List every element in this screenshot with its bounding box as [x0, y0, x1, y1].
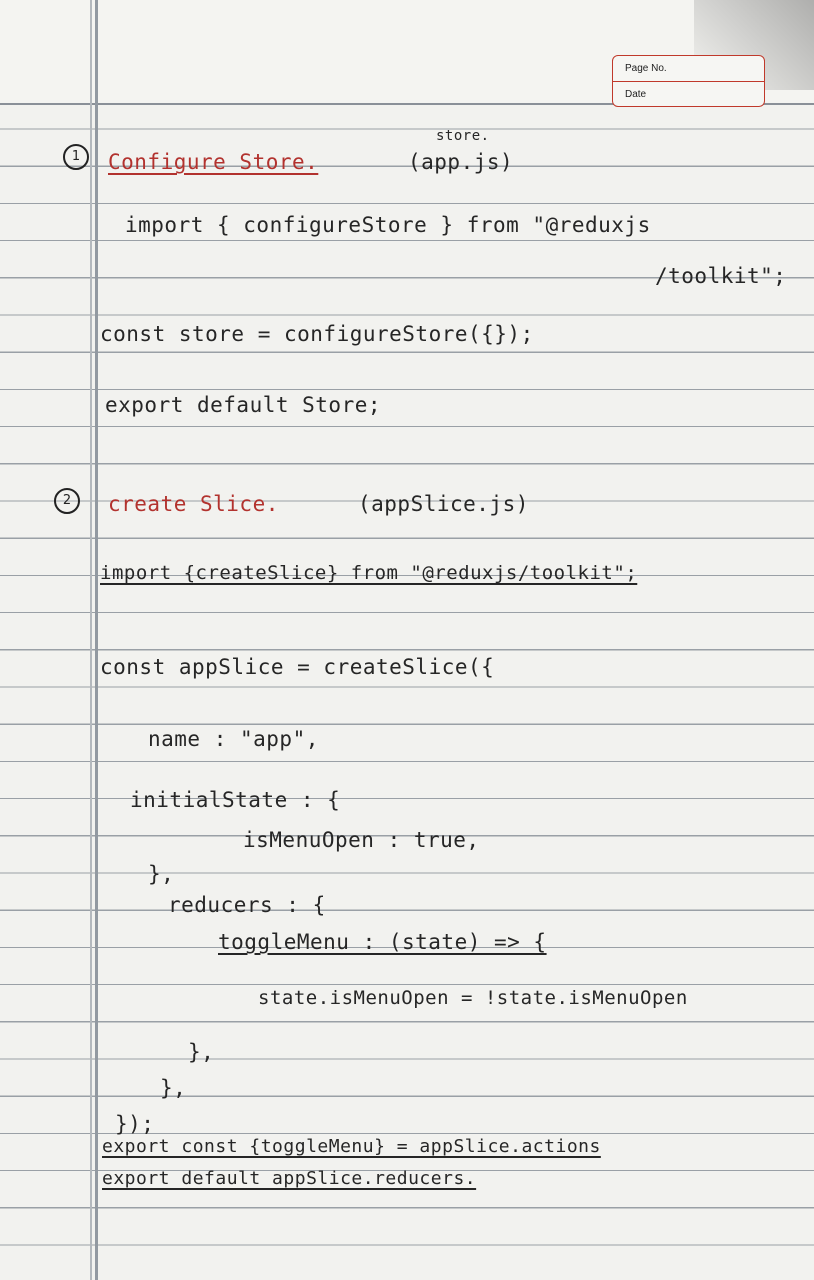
section-2-title: create Slice. — [108, 492, 279, 516]
page-date-box — [612, 55, 765, 107]
section-1-file-correction: store. — [436, 128, 490, 144]
code-line-const-store: const store = configureStore({}); — [100, 322, 534, 346]
code-line-ismenuopen: isMenuOpen : true, — [243, 828, 480, 852]
section-2-file: (appSlice.js) — [358, 492, 529, 516]
section-1-title: Configure Store. — [108, 150, 319, 174]
margin-line-inner — [90, 0, 92, 1280]
section-1-number: 1 — [63, 144, 89, 170]
code-line-toolkit: /toolkit"; — [655, 264, 787, 288]
code-line-close-createslice: }); — [115, 1112, 155, 1136]
code-line-initialstate: initialState : { — [130, 788, 341, 812]
date-label: Date — [613, 81, 764, 106]
code-line-close-toggle: }, — [188, 1040, 215, 1064]
code-line-import-configurestore: import { configureStore } from "@reduxjs — [125, 213, 651, 237]
section-1-file: (app.js) — [408, 150, 514, 174]
code-line-name: name : "app", — [148, 727, 319, 751]
code-line-const-appslice: const appSlice = createSlice({ — [100, 655, 495, 679]
section-2-number: 2 — [54, 488, 80, 514]
code-line-export-store: export default Store; — [105, 393, 382, 417]
code-line-import-createslice: import {createSlice} from "@reduxjs/toolkit"; — [100, 562, 638, 584]
code-line-togglemenu: toggleMenu : (state) => { — [218, 930, 547, 954]
page-no-label: Page No. — [625, 63, 667, 74]
code-line-state-toggle: state.isMenuOpen = !state.isMenuOpen — [258, 987, 688, 1009]
margin-line — [95, 0, 98, 1280]
code-line-close-initialstate: }, — [148, 862, 175, 886]
code-line-close-reducers: }, — [160, 1076, 187, 1100]
code-line-export-actions: export const {toggleMenu} = appSlice.actions — [102, 1136, 601, 1157]
code-line-reducers: reducers : { — [168, 893, 326, 917]
code-line-export-reducer: export default appSlice.reducers. — [102, 1168, 477, 1189]
